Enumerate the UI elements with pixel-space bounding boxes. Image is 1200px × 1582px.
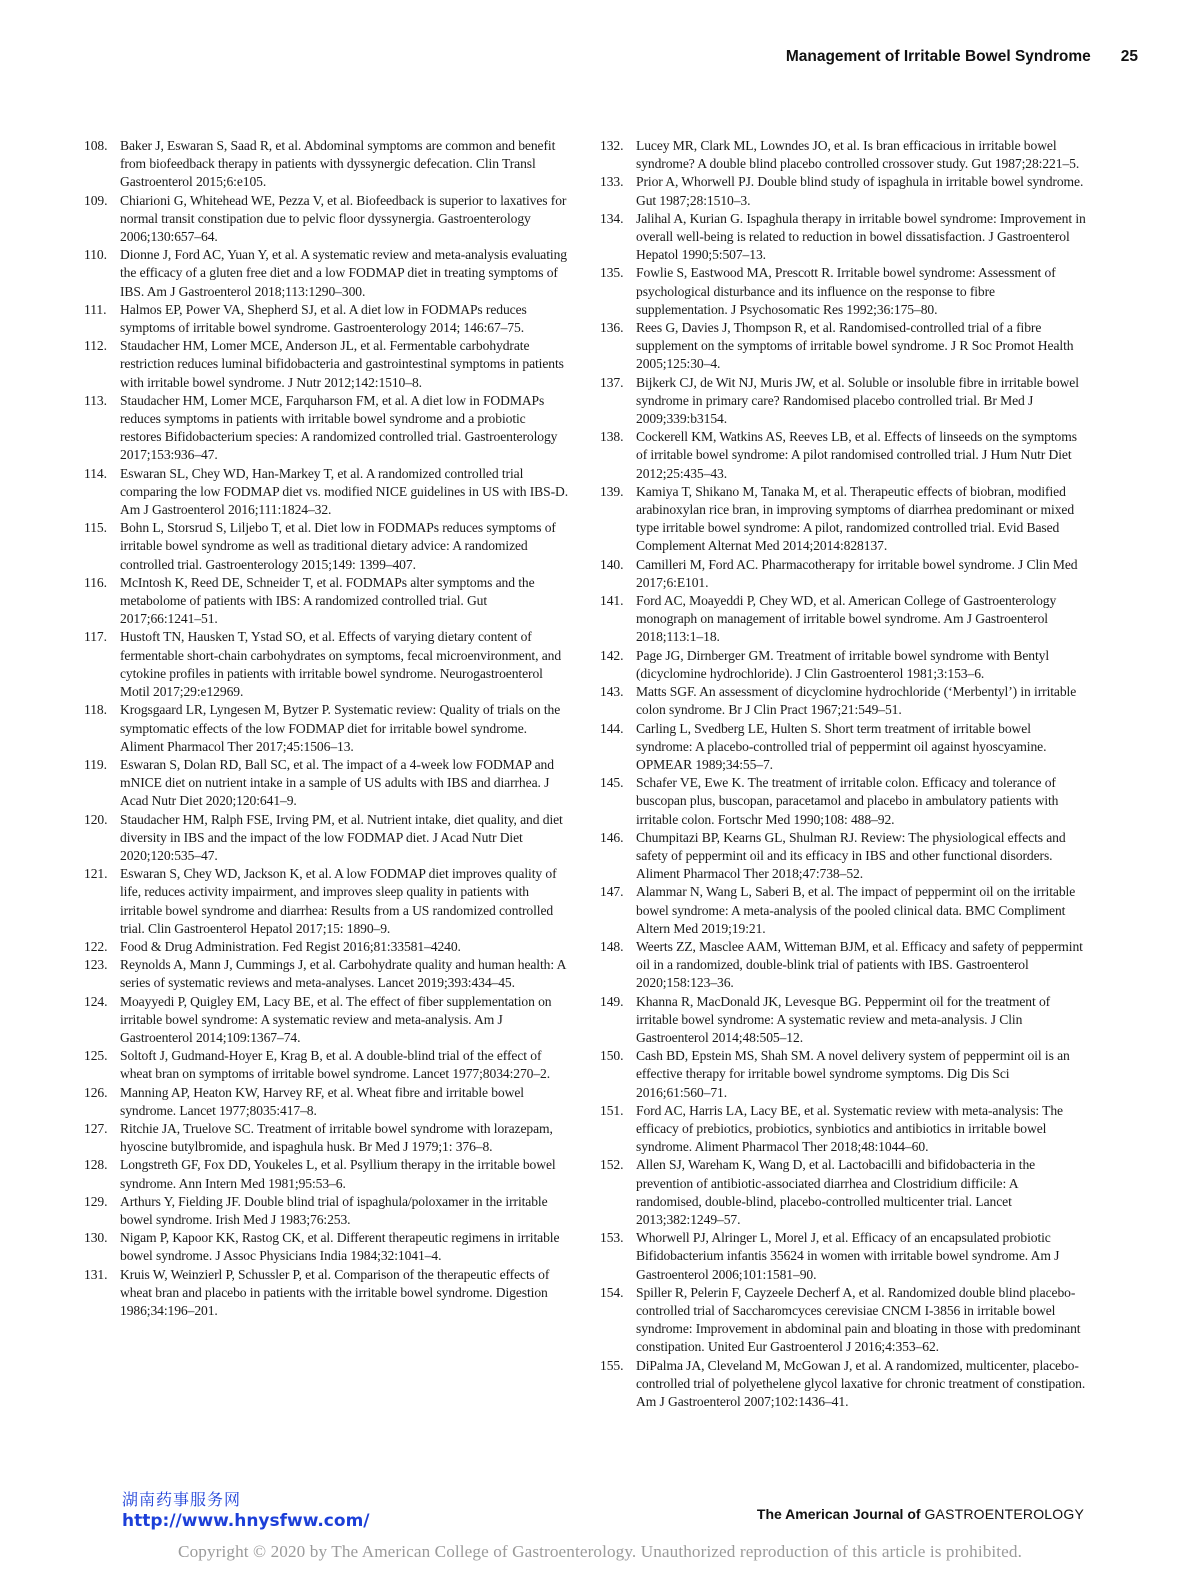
reference-text: Halmos EP, Power VA, Shepherd SJ, et al. A diet low in FODMAPs reduces symptoms of irritable bowel syndrome. Gastroenterology 2014; 146:67–75.	[120, 301, 527, 336]
reference-item	[600, 592, 1086, 647]
reference-number: 109.	[84, 192, 108, 208]
reference-item	[84, 1120, 570, 1156]
reference-text: Hustoft TN, Hausken T, Ystad SO, et al. Effects of varying dietary content of fermentable short-chain carbohydrates on symptoms, fecal microenvironment, and cytokine profiles in patients with irritable bowel syndrome. Neurogastroenterol Motil 2017;29:e12969.	[120, 629, 562, 700]
reference-item	[84, 865, 570, 938]
reference-text: Kruis W, Weinzierl P, Schussler P, et al. Comparison of the therapeutic effects of wheat bran and placebo in patients with the irritable bowel syndrome. Digestion 1986;34:196–201.	[120, 1266, 550, 1318]
reference-number: 135.	[600, 265, 624, 281]
reference-item	[600, 1229, 1086, 1284]
reference-text: Bohn L, Storsrud S, Liljebo T, et al. Diet low in FODMAPs reduces symptoms of irritable bowel syndrome as well as traditional dietary advice: A randomized controlled trial. Gastroenterology 2015;149: 1399–407.	[120, 520, 556, 572]
reference-number: 111.	[84, 301, 107, 317]
reference-number: 144.	[600, 720, 624, 736]
reference-item	[600, 173, 1086, 209]
reference-item	[600, 483, 1086, 556]
reference-item	[84, 701, 570, 756]
reference-text: Staudacher HM, Lomer MCE, Anderson JL, et al. Fermentable carbohydrate restriction reduces luminal bifidobacteria and gastrointestinal symptoms in patients with irritable bowel syndrome. J Nutr 2012;142:1510–8.	[120, 338, 564, 390]
reference-text: Eswaran S, Dolan RD, Ball SC, et al. The impact of a 4-week low FODMAP and mNICE diet on nutrient intake in a sample of US adults with IBS and diarrhea. J Acad Nutr Diet 2020;120:641–9.	[120, 756, 554, 809]
reference-number: 130.	[84, 1230, 108, 1246]
reference-number: 122.	[84, 938, 108, 954]
reference-text: Chumpitazi BP, Kearns GL, Shulman RJ. Review: The physiological effects and safety of peppermint oil and its efficacy in IBS and other functional disorders. Aliment Pharmacol Ther 2018;47:738–52.	[636, 829, 1066, 882]
reference-number: 124.	[84, 993, 108, 1009]
reference-text: Reynolds A, Mann J, Cummings J, et al. Carbohydrate quality and human health: A series of systematic reviews and meta-analyses. Lancet 2019;393:434–45.	[120, 957, 566, 991]
reference-item	[600, 1156, 1086, 1229]
reference-number: 127.	[84, 1120, 108, 1136]
reference-text: Page JG, Dirnberger GM. Treatment of irritable bowel syndrome with Bentyl (dicyclomine hydrochloride). J Clin Gastroenterol 1981;3:153–6.	[636, 647, 1050, 681]
reference-text: Kamiya T, Shikano M, Tanaka M, et al. Therapeutic effects of biobran, modified arabinoxylan rice bran, in improving symptoms of diarrhea predominant or mixed type irritable bowel syndrome: A pilot, randomized controlled trial. Evid Based Complement Alternat Med 2014;2014:828137.	[636, 483, 1075, 554]
reference-item	[84, 1229, 570, 1265]
reference-text: Chiarioni G, Whitehead WE, Pezza V, et al. Biofeedback is superior to laxatives for normal transit constipation due to pelvic floor dyssynergia. Gastroenterology 2006;130:657–64.	[120, 192, 567, 245]
reference-text: McIntosh K, Reed DE, Schneider T, et al. FODMAPs alter symptoms and the metabolome of patients with IBS: A randomized controlled trial. Gut 2017;66:1241–51.	[120, 574, 535, 627]
reference-number: 153.	[600, 1230, 624, 1246]
reference-number: 146.	[600, 829, 624, 845]
reference-item	[600, 1284, 1086, 1357]
journal-name: GASTROENTEROLOGY	[924, 1506, 1084, 1522]
reference-item	[600, 683, 1086, 719]
reference-text: Bijkerk CJ, de Wit NJ, Muris JW, et al. Soluble or insoluble fibre in irritable bowel syndrome in primary care? Randomised placebo controlled trial. Br Med J 2009;339:b3154.	[636, 374, 1079, 427]
reference-text: Jalihal A, Kurian G. Ispaghula therapy in irritable bowel syndrome: Improvement in overall well-being is related to reduction in bowel dissatisfaction. J Gastroenterol Hepatol 1990;5:507–13.	[636, 210, 1086, 263]
reference-number: 155.	[600, 1357, 624, 1373]
page-number: 25	[1120, 48, 1138, 65]
reference-number: 114.	[84, 465, 107, 481]
reference-text: Cockerell KM, Watkins AS, Reeves LB, et al. Effects of linseeds on the symptoms of irritable bowel syndrome: A pilot randomised controlled trial. J Hum Nutr Diet 2012;25:435–43.	[636, 429, 1077, 481]
watermark	[122, 1490, 370, 1532]
reference-number: 129.	[84, 1193, 108, 1209]
reference-text: Staudacher HM, Ralph FSE, Irving PM, et al. Nutrient intake, diet quality, and diet diversity in IBS and the impact of the low FODMAP diet. J Acad Nutr Diet 2020;120:535–47.	[120, 811, 563, 863]
reference-item	[84, 1266, 570, 1321]
reference-item	[84, 628, 570, 701]
reference-number: 132.	[600, 138, 624, 153]
reference-number: 140.	[600, 556, 624, 572]
reference-item	[600, 556, 1086, 592]
reference-item	[600, 1102, 1086, 1157]
reference-text: Nigam P, Kapoor KK, Rastog CK, et al. Different therapeutic regimens in irritable bowel syndrome. J Assoc Physicians India 1984;32:1041–4.	[120, 1230, 560, 1264]
reference-text: Krogsgaard LR, Lyngesen M, Bytzer P. Systematic review: Quality of trials on the symptomatic effects of the low FODMAP diet for irritable bowel syndrome. Aliment Pharmacol Ther 2017;45:1506–13.	[120, 702, 561, 754]
reference-number: 151.	[600, 1102, 624, 1118]
reference-text: Camilleri M, Ford AC. Pharmacotherapy for irritable bowel syndrome. J Clin Med 2017;6:E101.	[636, 556, 1078, 590]
reference-text: Cash BD, Epstein MS, Shah SM. A novel delivery system of peppermint oil is an effective therapy for irritable bowel syndrome symptoms. Dig Dis Sci 2016;61:560–71.	[636, 1048, 1070, 1100]
reference-text: Food & Drug Administration. Fed Regist 2016;81:33581–4240.	[120, 938, 461, 954]
reference-number: 152.	[600, 1157, 624, 1173]
reference-number: 143.	[600, 684, 624, 700]
reference-item	[600, 883, 1086, 938]
reference-number: 134.	[600, 210, 624, 226]
reference-number: 116.	[84, 574, 107, 590]
running-title: Management of Irritable Bowel Syndrome	[785, 48, 1091, 65]
reference-item	[84, 301, 570, 337]
reference-text: Weerts ZZ, Masclee AAM, Witteman BJM, et al. Efficacy and safety of peppermint oil in a randomized, double-blink trial of patients with IBS. Gastroenterol 2020;158:123–36.	[636, 938, 1083, 991]
reference-text: Allen SJ, Wareham K, Wang D, et al. Lactobacilli and bifidobacteria in the prevention of antibiotic-associated diarrhea and Clostridium difficile: A randomised, double-blind, placebo-controlled multicenter trial. Lancet 2013;382:1249–57.	[636, 1157, 1036, 1227]
reference-item	[84, 811, 570, 866]
reference-number: 138.	[600, 429, 624, 445]
reference-text: Ford AC, Moayeddi P, Chey WD, et al. American College of Gastroenterology monograph on management of irritable bowel syndrome. Am J Gastroenterol 2018;113:1–18.	[636, 593, 1057, 645]
journal-footer	[757, 1506, 1084, 1522]
reference-number: 133.	[600, 174, 624, 190]
reference-text: Rees G, Davies J, Thompson R, et al. Randomised-controlled trial of a fibre supplement on the symptoms of irritable bowel syndrome. J R Soc Promot Health 2005;125:30–4.	[636, 320, 1074, 372]
reference-item	[84, 993, 570, 1048]
reference-item	[600, 774, 1086, 829]
reference-number: 142.	[600, 647, 624, 663]
reference-text: Eswaran S, Chey WD, Jackson K, et al. A low FODMAP diet improves quality of life, reduces activity impairment, and improves sleep quality in patients with irritable bowel syndrome and diarrhea: Results from a US randomized controlled trial. Clin Gastroenterol Hepatol 2017;15: 1890–9.	[120, 866, 557, 936]
reference-number: 113.	[84, 392, 107, 408]
reference-number: 108.	[84, 138, 108, 153]
reference-item	[84, 392, 570, 465]
reference-text: Prior A, Whorwell PJ. Double blind study of ispaghula in irritable bowel syndrome. Gut 1987;28:1510–3.	[636, 174, 1084, 208]
reference-text: Whorwell PJ, Alringer L, Morel J, et al. Efficacy of an encapsulated probiotic Bifidobacterium infantis 35624 in women with irritable bowel syndrome. Am J Gastroenterol 2006;101:1581–90.	[636, 1230, 1060, 1282]
reference-number: 148.	[600, 938, 624, 954]
reference-item	[84, 246, 570, 301]
reference-item	[600, 938, 1086, 993]
reference-item	[84, 1156, 570, 1192]
watermark-site-url[interactable]: http://www.hnysfww.com/	[122, 1511, 370, 1531]
references-left-column	[84, 137, 570, 1320]
reference-item	[84, 192, 570, 247]
reference-item	[600, 428, 1086, 483]
reference-item	[84, 1193, 570, 1229]
reference-number: 131.	[84, 1266, 108, 1282]
watermark-site-name: 湖南药事服务网	[122, 1490, 242, 1509]
reference-number: 121.	[84, 866, 108, 882]
reference-number: 123.	[84, 957, 108, 973]
reference-item	[600, 137, 1086, 173]
reference-item	[600, 720, 1086, 775]
reference-text: DiPalma JA, Cleveland M, McGowan J, et al. A randomized, multicenter, placebo-controlled trial of polyethelene glycol laxative for chronic treatment of constipation. Am J Gastroenterol 2007;102:1436–41.	[636, 1357, 1086, 1410]
reference-item	[84, 519, 570, 574]
reference-item	[84, 1084, 570, 1120]
reference-text: Arthurs Y, Fielding JF. Double blind trial of ispaghula/poloxamer in the irritable bowel syndrome. Irish Med J 1983;76:253.	[120, 1193, 548, 1227]
reference-item	[84, 956, 570, 992]
reference-text: Alammar N, Wang L, Saberi B, et al. The impact of peppermint oil on the irritable bowel syndrome: A meta-analysis of the pooled clinical data. BMC Compliment Altern Med 2019;19:21.	[636, 884, 1076, 936]
reference-text: Eswaran SL, Chey WD, Han-Markey T, et al. A randomized controlled trial comparing the low FODMAP diet vs. modified NICE guidelines in US with IBS-D. Am J Gastroenterol 2016;111:1824–32.	[120, 465, 569, 518]
reference-number: 136.	[600, 320, 624, 336]
reference-number: 118.	[84, 702, 107, 718]
reference-number: 126.	[84, 1084, 108, 1100]
reference-number: 145.	[600, 775, 624, 791]
reference-item	[84, 1047, 570, 1083]
reference-text: Moayyedi P, Quigley EM, Lacy BE, et al. The effect of fiber supplementation on irritable bowel syndrome: A systematic review and meta-analysis. Am J Gastroenterol 2014;109:1367–74.	[120, 993, 552, 1045]
reference-item	[84, 574, 570, 629]
reference-text: Dionne J, Ford AC, Yuan Y, et al. A systematic review and meta-analysis evaluating the efficacy of a gluten free diet and a low FODMAP diet in treating symptoms of IBS. Am J Gastroenterol 2018;113:1290–300.	[120, 247, 567, 299]
reference-number: 128.	[84, 1157, 108, 1173]
reference-text: Lucey MR, Clark ML, Lowndes JO, et al. Is bran efficacious in irritable bowel syndrome? A double blind placebo controlled crossover study. Gut 1987;28:221–5.	[636, 138, 1080, 172]
reference-item	[84, 756, 570, 811]
reference-item	[84, 465, 570, 520]
reference-number: 147.	[600, 884, 624, 900]
reference-item	[600, 647, 1086, 683]
reference-text: Khanna R, MacDonald JK, Levesque BG. Peppermint oil for the treatment of irritable bowel syndrome: A systematic review and meta-analysis. J Clin Gastroenterol 2014;48:505–12.	[636, 993, 1051, 1045]
reference-number: 119.	[84, 756, 107, 772]
reference-item	[600, 829, 1086, 884]
reference-item	[600, 1357, 1086, 1412]
reference-item	[600, 993, 1086, 1048]
journal-prefix: The American Journal of	[756, 1506, 921, 1522]
reference-text: Ritchie JA, Truelove SC. Treatment of irritable bowel syndrome with lorazepam, hyoscine butylbromide, and ispaghula husk. Br Med J 1979;1: 376–8.	[120, 1120, 553, 1155]
reference-item	[84, 337, 570, 392]
reference-text: Fowlie S, Eastwood MA, Prescott R. Irritable bowel syndrome: Assessment of psychological disturbance and its influence on the response to fibre supplementation. J Psychosomatic Res 1992;36:175–80.	[636, 265, 1056, 317]
running-head	[786, 48, 1138, 70]
reference-item	[84, 137, 570, 192]
reference-number: 117.	[84, 629, 107, 645]
reference-number: 139.	[600, 483, 624, 499]
reference-number: 112.	[84, 338, 107, 354]
reference-text: Soltoft J, Gudmand-Hoyer E, Krag B, et al. A double-blind trial of the effect of wheat bran on symptoms of irritable bowel syndrome. Lancet 1977;8034:270–2.	[120, 1048, 551, 1082]
reference-text: Matts SGF. An assessment of dicyclomine hydrochloride (‘Merbentyl’) in irritable colon syndrome. Br J Clin Pract 1967;21:549–51.	[636, 684, 1077, 718]
reference-item	[600, 374, 1086, 429]
reference-item	[600, 1047, 1086, 1102]
reference-number: 110.	[84, 247, 107, 263]
reference-text: Longstreth GF, Fox DD, Youkeles L, et al. Psyllium therapy in the irritable bowel syndrome. Ann Intern Med 1981;95:53–6.	[120, 1157, 556, 1191]
reference-number: 115.	[84, 520, 107, 536]
reference-item	[84, 938, 570, 956]
reference-number: 125.	[84, 1048, 108, 1064]
reference-text: Ford AC, Harris LA, Lacy BE, et al. Systematic review with meta-analysis: The efficacy of prebiotics, probiotics, synbiotics and antibiotics in irritable bowel syndrome. Aliment Pharmacol Ther 2018;48:1044–60.	[636, 1102, 1063, 1155]
reference-number: 154.	[600, 1284, 624, 1300]
reference-text: Carling L, Svedberg LE, Hulten S. Short term treatment of irritable bowel syndrome: A placebo-controlled trial of peppermint oil against hyoscyamine. OPMEAR 1989;34:55–7.	[636, 720, 1047, 772]
reference-item	[600, 264, 1086, 319]
reference-number: 149.	[600, 993, 624, 1009]
copyright-notice: Copyright © 2020 by The American College of Gastroenterology. Unauthorized reproduction of this article is prohibited.	[178, 1542, 1022, 1561]
reference-text: Baker J, Eswaran S, Saad R, et al. Abdominal symptoms are common and benefit from biofeedback therapy in patients with dyssynergic defecation. Clin Transl Gastroenterol 2015;6:e105.	[120, 138, 556, 190]
references-right-column	[600, 137, 1086, 1411]
reference-number: 120.	[84, 811, 108, 827]
reference-number: 141.	[600, 593, 624, 609]
reference-text: Schafer VE, Ewe K. The treatment of irritable colon. Efficacy and tolerance of buscopan plus, buscopan, paracetamol and placebo in ambulatory patients with irritable colon. Fortschr Med 1990;108: 488–92.	[636, 775, 1059, 827]
reference-text: Staudacher HM, Lomer MCE, Farquharson FM, et al. A diet low in FODMAPs reduces symptoms in patients with irritable bowel syndrome and a probiotic restores Bifidobacterium species: A randomized controlled trial. Gastroenterology 2017;153:936–47.	[120, 392, 558, 463]
reference-text: Spiller R, Pelerin F, Cayzeele Decherf A, et al. Randomized double blind placebo-controlled trial of Saccharomcyces cerevisiae CNCM I-3856 in irritable bowel syndrome: Improvement in abdominal pain and bloating in those with predominant constipation. United Eur Gastroenterol J 2016;4:353–62.	[636, 1284, 1081, 1355]
reference-item	[600, 210, 1086, 265]
reference-number: 150.	[600, 1048, 624, 1064]
reference-item	[600, 319, 1086, 374]
reference-text: Manning AP, Heaton KW, Harvey RF, et al. Wheat fibre and irritable bowel syndrome. Lancet 1977;8035:417–8.	[120, 1084, 524, 1118]
reference-number: 137.	[600, 374, 624, 390]
